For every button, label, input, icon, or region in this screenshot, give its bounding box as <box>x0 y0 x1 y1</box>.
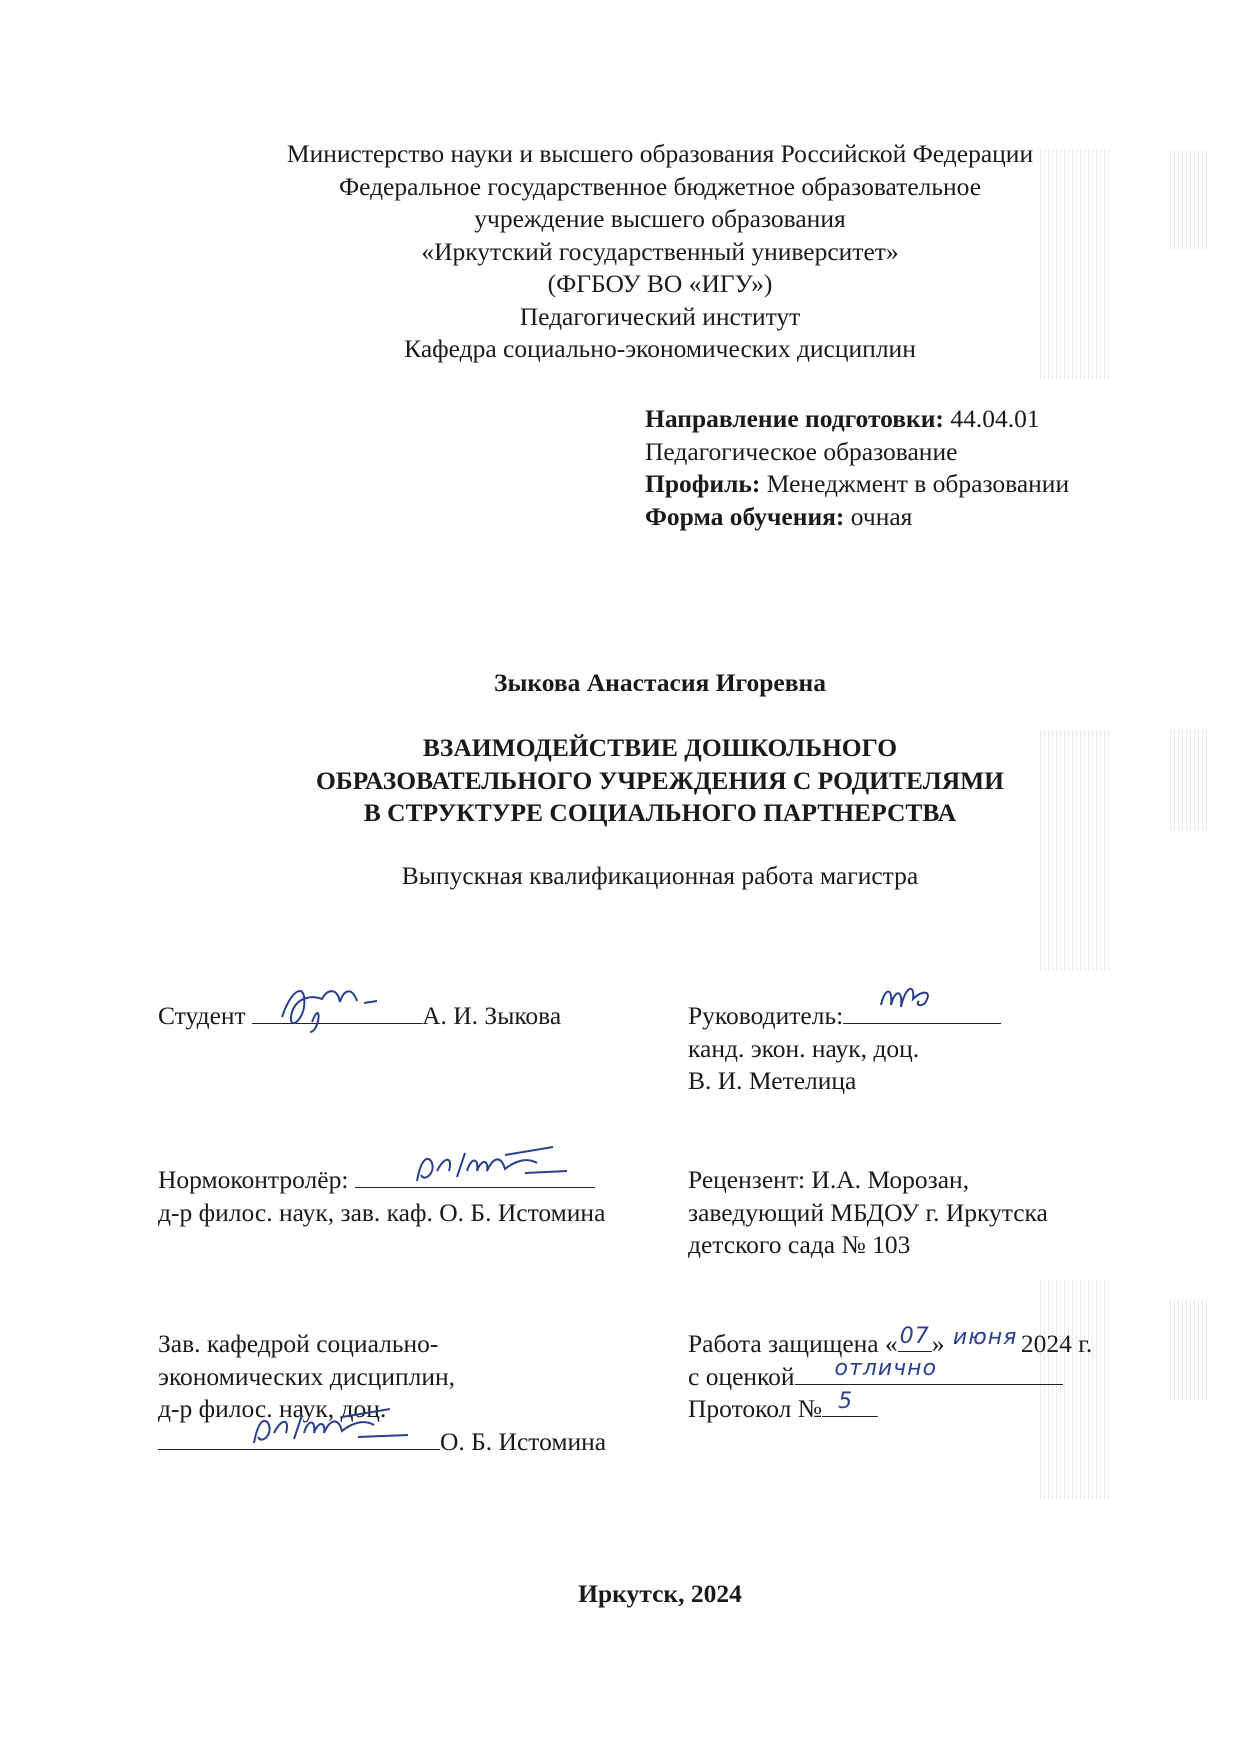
header-line: Министерство науки и высшего образования Российской Федерации <box>286 139 1034 168</box>
scan-artifact <box>1170 150 1210 250</box>
head-of-department-block <box>158 1328 606 1458</box>
study-form-label: Форма обучения: <box>645 501 845 531</box>
normcontrol-details: д-р филос. наук, зав. каф. О. Б. Истомина <box>158 1197 606 1227</box>
grade-value-line <box>795 1356 1063 1385</box>
supervisor-degree: канд. экон. наук, доц. <box>688 1033 920 1063</box>
student-signature-block <box>158 1000 561 1033</box>
direction-line <box>645 403 1069 436</box>
supervisor-line <box>688 1000 1001 1033</box>
thesis-title <box>180 732 1140 830</box>
title-line: В СТРУКТУРЕ СОЦИАЛЬНОГО ПАРТНЕРСТВА <box>363 798 957 827</box>
scan-artifact <box>1170 730 1210 830</box>
normcontrol-signature <box>355 1141 595 1191</box>
protocol-number: 5 <box>838 1388 854 1414</box>
author-name: Зыкова Анастасия Игоревна <box>494 668 826 697</box>
supervisor-signature <box>843 977 1001 1027</box>
normcontrol-line <box>158 1164 605 1197</box>
study-form-line <box>645 501 1069 534</box>
defense-prefix: Работа защищена « <box>688 1329 898 1358</box>
defense-month: июня <box>952 1324 1018 1350</box>
head-signature-line-row <box>158 1426 606 1459</box>
scan-artifact <box>1170 1300 1210 1400</box>
head-signature <box>158 1403 440 1453</box>
defense-mid: » <box>931 1329 951 1358</box>
profile-label: Профиль: <box>645 469 761 498</box>
normcontrol-label: Нормоконтролёр: <box>158 1165 355 1194</box>
title-line: ВЗАИМОДЕЙСТВИЕ ДОШКОЛЬНОГО <box>422 733 898 762</box>
direction-code: 44.04.01 <box>943 404 1040 433</box>
title-line: ОБРАЗОВАТЕЛЬНОГО УЧРЕЖДЕНИЯ С РОДИТЕЛЯМИ <box>315 765 1005 795</box>
head-line-3: д-р филос. наук, доц. <box>158 1394 387 1423</box>
profile-value: Менеджмент в образовании <box>760 469 1070 498</box>
header-line: Кафедра социально-экономических дисциплин <box>404 334 916 363</box>
normcontrol-signature-line <box>355 1165 595 1188</box>
study-direction-block <box>645 403 1069 533</box>
work-type: Выпускная квалификационная работа магистра <box>401 861 919 890</box>
protocol-label: Протокол № <box>688 1394 823 1423</box>
direction-name: Педагогическое образование <box>645 436 958 466</box>
head-line-1: Зав. кафедрой социально- <box>158 1329 439 1358</box>
study-form-value: очная <box>844 501 913 531</box>
grade-value: отлично <box>834 1356 938 1381</box>
defense-grade-line <box>688 1356 1092 1394</box>
defense-month-line <box>951 1324 1021 1352</box>
header-line: «Иркутский государственный университет» <box>421 236 899 266</box>
normcontrol-block <box>158 1164 605 1229</box>
direction-label: Направление подготовки: <box>645 404 944 433</box>
student-label: Студент <box>158 1001 253 1030</box>
header-line: Федеральное государственное бюджетное образовательное <box>338 171 982 201</box>
protocol-number-line <box>822 1388 878 1417</box>
defense-day: 07 <box>899 1323 930 1349</box>
reviewer-line-2: заведующий МБДОУ г. Иркутска <box>688 1197 1048 1227</box>
institution-header <box>180 138 1140 366</box>
student-signature-line <box>252 1001 422 1024</box>
reviewer-line-1: Рецензент: И.А. Морозан, <box>688 1165 970 1194</box>
reviewer-line-3: детского сада № 103 <box>688 1230 911 1259</box>
supervisor-name: В. И. Метелица <box>688 1066 857 1095</box>
student-signature <box>252 977 422 1027</box>
protocol-line <box>688 1388 1092 1426</box>
head-line-2: экономических дисциплин, <box>158 1361 456 1391</box>
supervisor-signature-line <box>843 1001 1001 1024</box>
defense-block <box>688 1323 1093 1426</box>
reviewer-block <box>688 1164 1048 1262</box>
head-name: О. Б. Истомина <box>440 1426 607 1456</box>
head-signature-line <box>158 1427 440 1450</box>
profile-line <box>645 468 1069 501</box>
header-line: учреждение высшего образования <box>474 204 846 233</box>
supervisor-label: Руководитель: <box>688 1001 844 1030</box>
header-line: (ФГБОУ ВО «ИГУ») <box>547 269 773 298</box>
student-name: А. И. Зыкова <box>422 1001 562 1030</box>
defense-day-line <box>898 1323 932 1352</box>
defense-year: 2024 г. <box>1020 1329 1093 1358</box>
city-year: Иркутск, 2024 <box>578 1579 742 1608</box>
grade-label: с оценкой <box>688 1361 795 1391</box>
supervisor-block <box>688 1000 1001 1098</box>
header-line: Педагогический институт <box>519 301 801 331</box>
